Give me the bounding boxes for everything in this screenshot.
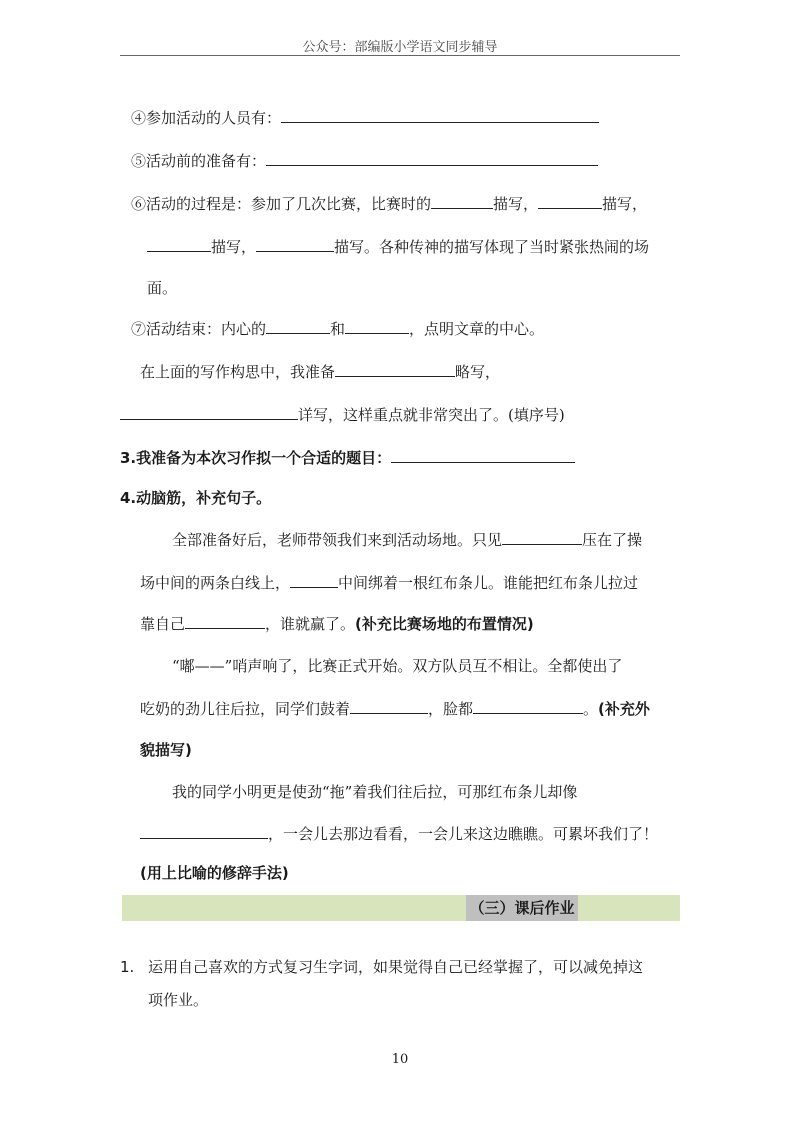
q4-p1-blank-3[interactable] bbox=[185, 614, 265, 629]
q4-p3-blank[interactable] bbox=[140, 824, 268, 839]
item-4-text: ④参加活动的人员有： bbox=[131, 109, 282, 127]
q4-p3-text-b: ，一会儿去那边看看，一会儿来这边瞧瞧。可累坏我们了！ bbox=[268, 825, 659, 843]
plan-blank-brief[interactable] bbox=[335, 362, 455, 377]
page-number: 10 bbox=[391, 1052, 409, 1067]
question-3-blank[interactable] bbox=[391, 448, 575, 463]
q4-p1-blank-2[interactable] bbox=[290, 573, 338, 588]
q4-para1-line3 bbox=[140, 614, 534, 634]
q4-para1-line2 bbox=[140, 573, 638, 593]
section-band bbox=[122, 895, 680, 921]
question-3-label: 3.我准备为本次习作拟一个合适的题目： bbox=[120, 449, 392, 467]
plan-text-a: 在上面的写作构思中，我准备 bbox=[140, 363, 336, 381]
q4-p2-hint-a: (补充外 bbox=[598, 700, 650, 718]
item-6-text-c: 描写， bbox=[602, 195, 648, 213]
q4-p2-blank-2[interactable] bbox=[473, 699, 583, 714]
item-6-text-d: 描写， bbox=[211, 238, 257, 256]
plan-blank-detail[interactable] bbox=[120, 405, 298, 420]
plan-line-2 bbox=[120, 405, 565, 425]
q4-p1-hint: (补充比赛场地的布置情况) bbox=[355, 615, 534, 633]
item-6-line-1 bbox=[131, 194, 647, 214]
q4-p1-text-a: 全部准备好后，老师带领我们来到活动场地。只见 bbox=[172, 531, 503, 549]
q4-p1-text-b: 压在了操 bbox=[582, 531, 643, 549]
item-6-blank-3[interactable] bbox=[147, 237, 211, 252]
plan-text-c: 详写，这样重点就非常突出了。(填序号) bbox=[298, 406, 565, 424]
page-header: 公众号：部编版小学语文同步辅导 bbox=[302, 40, 498, 55]
q4-para1-line1 bbox=[172, 530, 642, 550]
item-6-blank-2[interactable] bbox=[538, 194, 602, 209]
item-7-line bbox=[131, 319, 544, 339]
q4-para3-line1: 我的同学小明更是使劲“拖”着我们往后拉，可那红布条儿却像 bbox=[172, 783, 578, 801]
q4-p1-text-d: 中间绑着一根红布条儿。谁能把红布条儿拉过 bbox=[338, 574, 639, 592]
item-6-line-2 bbox=[147, 237, 649, 257]
homework-line-1: 运用自己喜欢的方式复习生字词，如果觉得自己已经掌握了，可以减免掉这 bbox=[148, 958, 644, 976]
item-6-blank-4[interactable] bbox=[256, 237, 334, 252]
header-divider bbox=[120, 55, 680, 56]
question-4-label: 4.动脑筋，补充句子。 bbox=[120, 489, 272, 507]
item-6-line-3: 面。 bbox=[147, 279, 178, 297]
q4-p1-text-f: ，谁就赢了。 bbox=[265, 615, 356, 633]
item-5-line bbox=[131, 151, 598, 171]
q4-para2-line2 bbox=[140, 699, 650, 719]
homework-line-2: 项作业。 bbox=[148, 991, 209, 1009]
item-5-blank[interactable] bbox=[266, 151, 598, 166]
item-7-blank-1[interactable] bbox=[266, 319, 330, 334]
q4-p2-text-d: 。 bbox=[583, 700, 599, 718]
item-6-text-e: 描写。各种传神的描写体现了当时紧张热闹的场 bbox=[334, 238, 650, 256]
q4-p1-text-e: 靠自己 bbox=[140, 615, 186, 633]
q4-p2-hint-b: 貌描写) bbox=[140, 741, 192, 759]
q4-p3-hint: (用上比喻的修辞手法) bbox=[140, 864, 289, 882]
plan-text-b: 略写， bbox=[455, 363, 501, 381]
item-7-blank-2[interactable] bbox=[345, 319, 409, 334]
item-6-text-b: 描写， bbox=[493, 195, 539, 213]
homework-item-1 bbox=[120, 957, 643, 977]
item-5-text: ⑤活动前的准备有： bbox=[131, 152, 267, 170]
q4-para3-line2 bbox=[140, 824, 658, 844]
item-7-text-b: 和 bbox=[330, 320, 346, 338]
item-4-line bbox=[131, 108, 599, 128]
section-title: （三）课后作业 bbox=[466, 895, 578, 921]
item-6-blank-1[interactable] bbox=[431, 194, 493, 209]
q4-p2-text-c: ，脸都 bbox=[428, 700, 474, 718]
homework-number: 1. bbox=[120, 958, 135, 976]
item-6-text-a: ⑥活动的过程是：参加了几次比赛，比赛时的 bbox=[131, 195, 432, 213]
question-3 bbox=[120, 448, 575, 468]
plan-line-1 bbox=[140, 362, 500, 382]
item-7-text-a: ⑦活动结束：内心的 bbox=[131, 320, 267, 338]
q4-para2-line1: “嘟——”哨声响了，比赛正式开始。双方队员互不相让。全都使出了 bbox=[172, 657, 623, 675]
item-4-blank[interactable] bbox=[281, 108, 599, 123]
q4-p1-text-c: 场中间的两条白线上， bbox=[140, 574, 291, 592]
q4-p2-blank-1[interactable] bbox=[350, 699, 428, 714]
item-7-text-c: ，点明文章的中心。 bbox=[409, 320, 545, 338]
q4-p2-text-b: 吃奶的劲儿往后拉，同学们鼓着 bbox=[140, 700, 351, 718]
q4-p1-blank-1[interactable] bbox=[502, 530, 582, 545]
